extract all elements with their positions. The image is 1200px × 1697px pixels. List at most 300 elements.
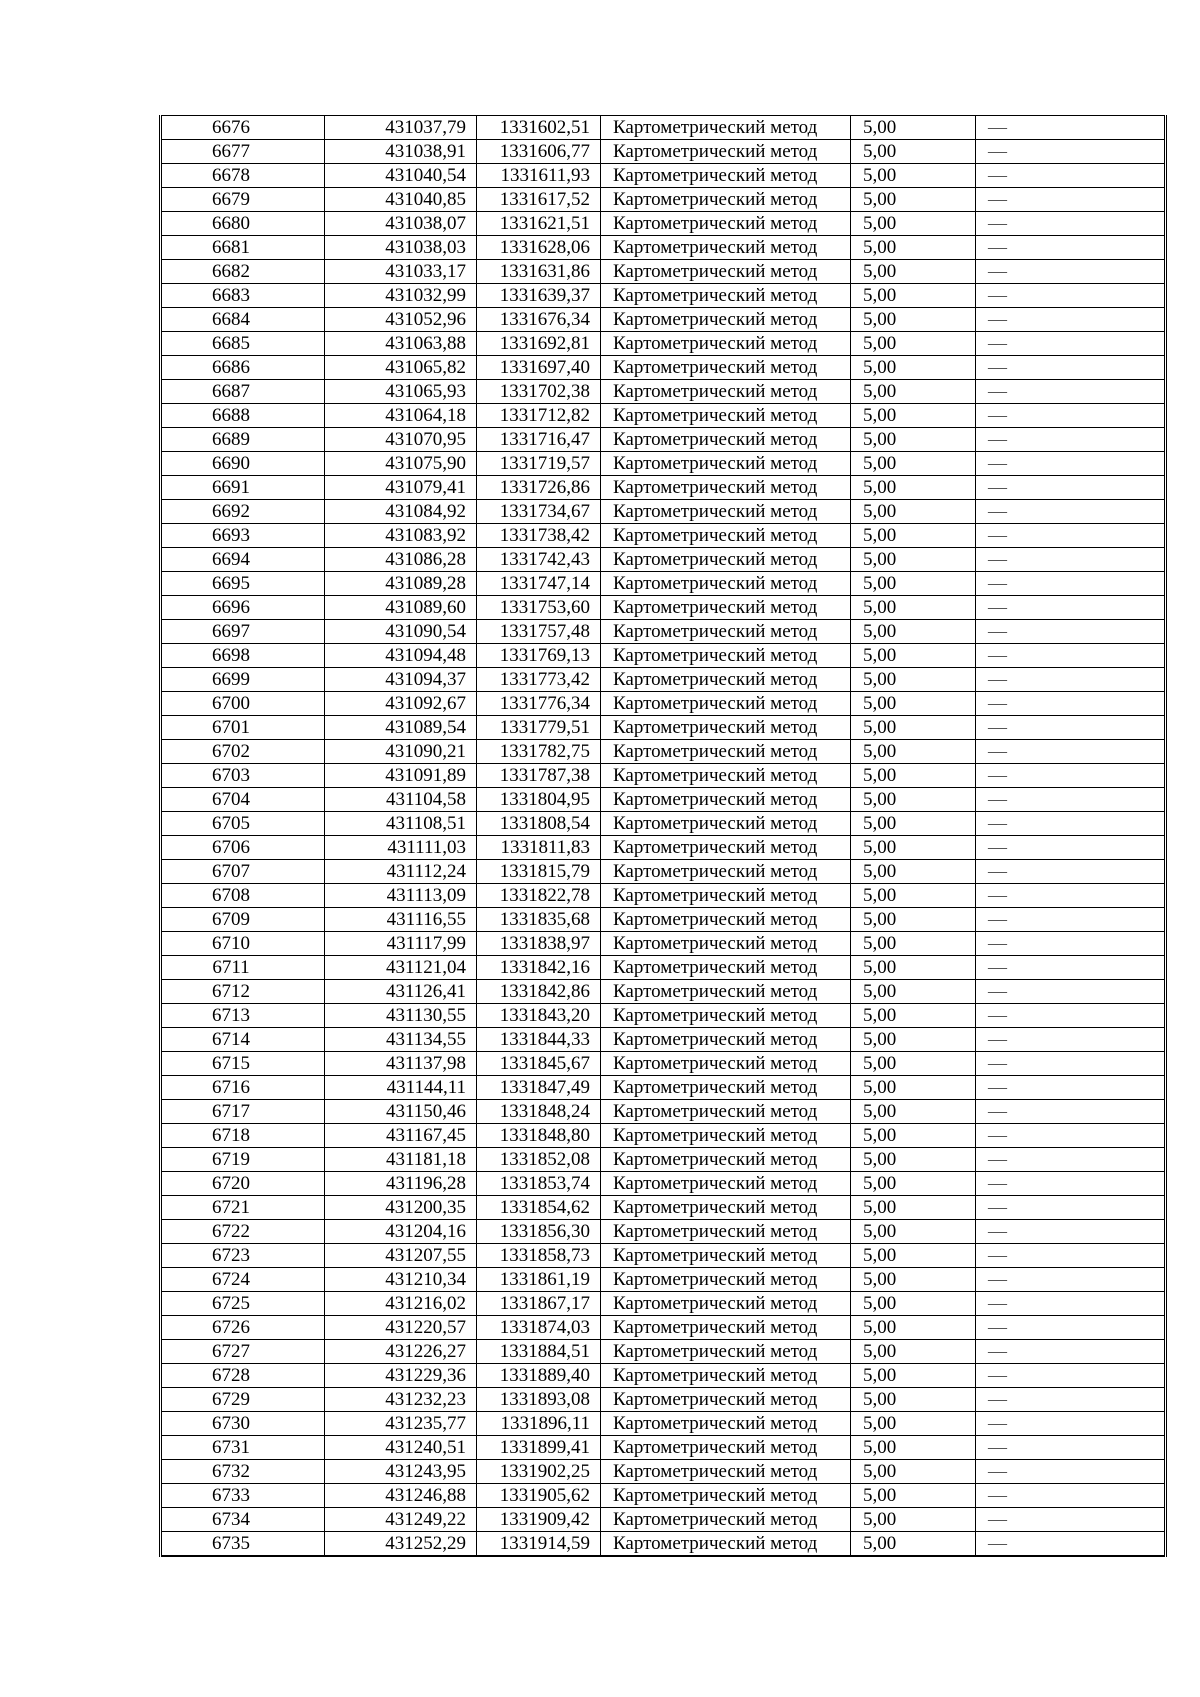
accuracy-cell: 5,00	[851, 1412, 976, 1436]
table-row	[161, 1388, 1166, 1412]
accuracy-cell: 5,00	[851, 956, 976, 980]
point-number-cell: 6689	[161, 428, 325, 452]
method-cell: Картометрический метод	[601, 740, 851, 764]
method-cell: Картометрический метод	[601, 1484, 851, 1508]
point-number-cell: 6717	[161, 1100, 325, 1124]
y-coordinate-cell: 1331902,25	[477, 1460, 601, 1484]
y-coordinate-cell: 1331874,03	[477, 1316, 601, 1340]
point-number-cell: 6677	[161, 140, 325, 164]
table-row	[161, 452, 1166, 476]
point-number-cell: 6711	[161, 956, 325, 980]
x-coordinate-cell: 431094,48	[325, 644, 477, 668]
table-row	[161, 1148, 1166, 1172]
table-row	[161, 380, 1166, 404]
y-coordinate-cell: 1331835,68	[477, 908, 601, 932]
method-cell: Картометрический метод	[601, 524, 851, 548]
table-row	[161, 1004, 1166, 1028]
method-cell: Картометрический метод	[601, 1028, 851, 1052]
note-cell: —	[976, 860, 1166, 884]
note-cell: —	[976, 932, 1166, 956]
accuracy-cell: 5,00	[851, 380, 976, 404]
point-number-cell: 6679	[161, 188, 325, 212]
x-coordinate-cell: 431075,90	[325, 452, 477, 476]
x-coordinate-cell: 431040,54	[325, 164, 477, 188]
accuracy-cell: 5,00	[851, 980, 976, 1004]
x-coordinate-cell: 431038,07	[325, 212, 477, 236]
y-coordinate-cell: 1331639,37	[477, 284, 601, 308]
point-number-cell: 6701	[161, 716, 325, 740]
accuracy-cell: 5,00	[851, 1100, 976, 1124]
y-coordinate-cell: 1331848,24	[477, 1100, 601, 1124]
accuracy-cell: 5,00	[851, 548, 976, 572]
table-row	[161, 284, 1166, 308]
method-cell: Картометрический метод	[601, 1292, 851, 1316]
note-cell: —	[976, 1292, 1166, 1316]
y-coordinate-cell: 1331808,54	[477, 812, 601, 836]
note-cell: —	[976, 1196, 1166, 1220]
table-row	[161, 1268, 1166, 1292]
note-cell: —	[976, 884, 1166, 908]
note-cell: —	[976, 116, 1166, 140]
note-cell: —	[976, 188, 1166, 212]
point-number-cell: 6678	[161, 164, 325, 188]
accuracy-cell: 5,00	[851, 1220, 976, 1244]
note-cell: —	[976, 1220, 1166, 1244]
y-coordinate-cell: 1331697,40	[477, 356, 601, 380]
y-coordinate-cell: 1331867,17	[477, 1292, 601, 1316]
accuracy-cell: 5,00	[851, 500, 976, 524]
y-coordinate-cell: 1331738,42	[477, 524, 601, 548]
point-number-cell: 6716	[161, 1076, 325, 1100]
note-cell: —	[976, 1100, 1166, 1124]
table-row	[161, 956, 1166, 980]
method-cell: Картометрический метод	[601, 1004, 851, 1028]
y-coordinate-cell: 1331909,42	[477, 1508, 601, 1532]
point-number-cell: 6684	[161, 308, 325, 332]
note-cell: —	[976, 1028, 1166, 1052]
method-cell: Картометрический метод	[601, 188, 851, 212]
y-coordinate-cell: 1331853,74	[477, 1172, 601, 1196]
note-cell: —	[976, 644, 1166, 668]
point-number-cell: 6723	[161, 1244, 325, 1268]
point-number-cell: 6725	[161, 1292, 325, 1316]
note-cell: —	[976, 740, 1166, 764]
y-coordinate-cell: 1331889,40	[477, 1364, 601, 1388]
x-coordinate-cell: 431064,18	[325, 404, 477, 428]
x-coordinate-cell: 431070,95	[325, 428, 477, 452]
method-cell: Картометрический метод	[601, 668, 851, 692]
y-coordinate-cell: 1331893,08	[477, 1388, 601, 1412]
y-coordinate-cell: 1331842,86	[477, 980, 601, 1004]
method-cell: Картометрический метод	[601, 428, 851, 452]
method-cell: Картометрический метод	[601, 1460, 851, 1484]
table-row	[161, 1196, 1166, 1220]
note-cell: —	[976, 1364, 1166, 1388]
table-row	[161, 1172, 1166, 1196]
point-number-cell: 6706	[161, 836, 325, 860]
x-coordinate-cell: 431094,37	[325, 668, 477, 692]
table-row	[161, 836, 1166, 860]
accuracy-cell: 5,00	[851, 668, 976, 692]
accuracy-cell: 5,00	[851, 308, 976, 332]
x-coordinate-cell: 431200,35	[325, 1196, 477, 1220]
x-coordinate-cell: 431229,36	[325, 1364, 477, 1388]
y-coordinate-cell: 1331611,93	[477, 164, 601, 188]
point-number-cell: 6695	[161, 572, 325, 596]
accuracy-cell: 5,00	[851, 1028, 976, 1052]
note-cell: —	[976, 836, 1166, 860]
method-cell: Картометрический метод	[601, 1172, 851, 1196]
accuracy-cell: 5,00	[851, 260, 976, 284]
method-cell: Картометрический метод	[601, 164, 851, 188]
accuracy-cell: 5,00	[851, 836, 976, 860]
table-row	[161, 1412, 1166, 1436]
accuracy-cell: 5,00	[851, 524, 976, 548]
y-coordinate-cell: 1331779,51	[477, 716, 601, 740]
note-cell: —	[976, 332, 1166, 356]
method-cell: Картометрический метод	[601, 1532, 851, 1557]
note-cell: —	[976, 1076, 1166, 1100]
accuracy-cell: 5,00	[851, 1244, 976, 1268]
note-cell: —	[976, 284, 1166, 308]
table-row	[161, 356, 1166, 380]
note-cell: —	[976, 788, 1166, 812]
accuracy-cell: 5,00	[851, 1148, 976, 1172]
accuracy-cell: 5,00	[851, 404, 976, 428]
accuracy-cell: 5,00	[851, 164, 976, 188]
y-coordinate-cell: 1331757,48	[477, 620, 601, 644]
y-coordinate-cell: 1331845,67	[477, 1052, 601, 1076]
method-cell: Картометрический метод	[601, 788, 851, 812]
x-coordinate-cell: 431134,55	[325, 1028, 477, 1052]
point-number-cell: 6718	[161, 1124, 325, 1148]
method-cell: Картометрический метод	[601, 236, 851, 260]
note-cell: —	[976, 1148, 1166, 1172]
point-number-cell: 6707	[161, 860, 325, 884]
method-cell: Картометрический метод	[601, 1436, 851, 1460]
y-coordinate-cell: 1331896,11	[477, 1412, 601, 1436]
y-coordinate-cell: 1331702,38	[477, 380, 601, 404]
method-cell: Картометрический метод	[601, 548, 851, 572]
note-cell: —	[976, 596, 1166, 620]
table-row	[161, 620, 1166, 644]
note-cell: —	[976, 1244, 1166, 1268]
point-number-cell: 6699	[161, 668, 325, 692]
table-row	[161, 164, 1166, 188]
point-number-cell: 6687	[161, 380, 325, 404]
method-cell: Картометрический метод	[601, 860, 851, 884]
x-coordinate-cell: 431181,18	[325, 1148, 477, 1172]
point-number-cell: 6720	[161, 1172, 325, 1196]
note-cell: —	[976, 1484, 1166, 1508]
point-number-cell: 6726	[161, 1316, 325, 1340]
point-number-cell: 6688	[161, 404, 325, 428]
method-cell: Картометрический метод	[601, 980, 851, 1004]
method-cell: Картометрический метод	[601, 1268, 851, 1292]
method-cell: Картометрический метод	[601, 1052, 851, 1076]
table-row	[161, 764, 1166, 788]
note-cell: —	[976, 140, 1166, 164]
table-row	[161, 1484, 1166, 1508]
accuracy-cell: 5,00	[851, 1292, 976, 1316]
table-row	[161, 260, 1166, 284]
accuracy-cell: 5,00	[851, 212, 976, 236]
note-cell: —	[976, 548, 1166, 572]
accuracy-cell: 5,00	[851, 1436, 976, 1460]
point-number-cell: 6693	[161, 524, 325, 548]
method-cell: Картометрический метод	[601, 308, 851, 332]
x-coordinate-cell: 431086,28	[325, 548, 477, 572]
table-row	[161, 140, 1166, 164]
point-number-cell: 6704	[161, 788, 325, 812]
y-coordinate-cell: 1331847,49	[477, 1076, 601, 1100]
accuracy-cell: 5,00	[851, 1340, 976, 1364]
method-cell: Картометрический метод	[601, 692, 851, 716]
note-cell: —	[976, 260, 1166, 284]
accuracy-cell: 5,00	[851, 644, 976, 668]
method-cell: Картометрический метод	[601, 1340, 851, 1364]
x-coordinate-cell: 431240,51	[325, 1436, 477, 1460]
accuracy-cell: 5,00	[851, 1388, 976, 1412]
method-cell: Картометрический метод	[601, 140, 851, 164]
x-coordinate-cell: 431090,54	[325, 620, 477, 644]
y-coordinate-cell: 1331914,59	[477, 1532, 601, 1557]
table-row	[161, 1508, 1166, 1532]
note-cell: —	[976, 404, 1166, 428]
accuracy-cell: 5,00	[851, 596, 976, 620]
accuracy-cell: 5,00	[851, 812, 976, 836]
table-row	[161, 884, 1166, 908]
note-cell: —	[976, 1004, 1166, 1028]
point-number-cell: 6715	[161, 1052, 325, 1076]
y-coordinate-cell: 1331905,62	[477, 1484, 601, 1508]
point-number-cell: 6676	[161, 116, 325, 140]
table-row	[161, 1076, 1166, 1100]
note-cell: —	[976, 428, 1166, 452]
accuracy-cell: 5,00	[851, 284, 976, 308]
accuracy-cell: 5,00	[851, 452, 976, 476]
table-row	[161, 1340, 1166, 1364]
note-cell: —	[976, 1316, 1166, 1340]
accuracy-cell: 5,00	[851, 332, 976, 356]
y-coordinate-cell: 1331676,34	[477, 308, 601, 332]
accuracy-cell: 5,00	[851, 740, 976, 764]
x-coordinate-cell: 431130,55	[325, 1004, 477, 1028]
accuracy-cell: 5,00	[851, 1364, 976, 1388]
table-row	[161, 716, 1166, 740]
x-coordinate-cell: 431226,27	[325, 1340, 477, 1364]
method-cell: Картометрический метод	[601, 572, 851, 596]
y-coordinate-cell: 1331852,08	[477, 1148, 601, 1172]
table-row	[161, 668, 1166, 692]
x-coordinate-cell: 431079,41	[325, 476, 477, 500]
method-cell: Картометрический метод	[601, 908, 851, 932]
accuracy-cell: 5,00	[851, 860, 976, 884]
accuracy-cell: 5,00	[851, 572, 976, 596]
point-number-cell: 6705	[161, 812, 325, 836]
x-coordinate-cell: 431249,22	[325, 1508, 477, 1532]
note-cell: —	[976, 452, 1166, 476]
point-number-cell: 6696	[161, 596, 325, 620]
table-row	[161, 1124, 1166, 1148]
y-coordinate-cell: 1331747,14	[477, 572, 601, 596]
note-cell: —	[976, 812, 1166, 836]
method-cell: Картометрический метод	[601, 1148, 851, 1172]
y-coordinate-cell: 1331884,51	[477, 1340, 601, 1364]
x-coordinate-cell: 431121,04	[325, 956, 477, 980]
x-coordinate-cell: 431232,23	[325, 1388, 477, 1412]
y-coordinate-cell: 1331782,75	[477, 740, 601, 764]
accuracy-cell: 5,00	[851, 476, 976, 500]
method-cell: Картометрический метод	[601, 1220, 851, 1244]
point-number-cell: 6692	[161, 500, 325, 524]
method-cell: Картометрический метод	[601, 644, 851, 668]
method-cell: Картометрический метод	[601, 476, 851, 500]
note-cell: —	[976, 380, 1166, 404]
method-cell: Картометрический метод	[601, 620, 851, 644]
point-number-cell: 6735	[161, 1532, 325, 1557]
method-cell: Картометрический метод	[601, 884, 851, 908]
x-coordinate-cell: 431033,17	[325, 260, 477, 284]
table-row	[161, 572, 1166, 596]
x-coordinate-cell: 431092,67	[325, 692, 477, 716]
accuracy-cell: 5,00	[851, 1268, 976, 1292]
table-row	[161, 788, 1166, 812]
table-row	[161, 548, 1166, 572]
table-row	[161, 644, 1166, 668]
x-coordinate-cell: 431207,55	[325, 1244, 477, 1268]
accuracy-cell: 5,00	[851, 1004, 976, 1028]
note-cell: —	[976, 1508, 1166, 1532]
table-row	[161, 428, 1166, 452]
y-coordinate-cell: 1331606,77	[477, 140, 601, 164]
point-number-cell: 6685	[161, 332, 325, 356]
table-row	[161, 596, 1166, 620]
note-cell: —	[976, 500, 1166, 524]
note-cell: —	[976, 356, 1166, 380]
x-coordinate-cell: 431137,98	[325, 1052, 477, 1076]
accuracy-cell: 5,00	[851, 116, 976, 140]
x-coordinate-cell: 431038,91	[325, 140, 477, 164]
table-row	[161, 500, 1166, 524]
x-coordinate-cell: 431204,16	[325, 1220, 477, 1244]
table-row	[161, 1532, 1166, 1557]
table-row	[161, 212, 1166, 236]
x-coordinate-cell: 431032,99	[325, 284, 477, 308]
point-number-cell: 6680	[161, 212, 325, 236]
note-cell: —	[976, 908, 1166, 932]
note-cell: —	[976, 1412, 1166, 1436]
note-cell: —	[976, 1460, 1166, 1484]
method-cell: Картометрический метод	[601, 260, 851, 284]
point-number-cell: 6733	[161, 1484, 325, 1508]
x-coordinate-cell: 431150,46	[325, 1100, 477, 1124]
note-cell: —	[976, 668, 1166, 692]
point-number-cell: 6712	[161, 980, 325, 1004]
table-row	[161, 908, 1166, 932]
point-number-cell: 6703	[161, 764, 325, 788]
accuracy-cell: 5,00	[851, 356, 976, 380]
y-coordinate-cell: 1331811,83	[477, 836, 601, 860]
y-coordinate-cell: 1331734,67	[477, 500, 601, 524]
x-coordinate-cell: 431116,55	[325, 908, 477, 932]
table-row	[161, 236, 1166, 260]
table-row	[161, 1292, 1166, 1316]
point-number-cell: 6691	[161, 476, 325, 500]
x-coordinate-cell: 431063,88	[325, 332, 477, 356]
point-number-cell: 6710	[161, 932, 325, 956]
table-row	[161, 1220, 1166, 1244]
x-coordinate-cell: 431113,09	[325, 884, 477, 908]
y-coordinate-cell: 1331804,95	[477, 788, 601, 812]
method-cell: Картометрический метод	[601, 1508, 851, 1532]
table-row	[161, 740, 1166, 764]
method-cell: Картометрический метод	[601, 452, 851, 476]
method-cell: Картометрический метод	[601, 404, 851, 428]
method-cell: Картометрический метод	[601, 1316, 851, 1340]
point-number-cell: 6714	[161, 1028, 325, 1052]
point-number-cell: 6730	[161, 1412, 325, 1436]
accuracy-cell: 5,00	[851, 1124, 976, 1148]
y-coordinate-cell: 1331628,06	[477, 236, 601, 260]
y-coordinate-cell: 1331692,81	[477, 332, 601, 356]
x-coordinate-cell: 431126,41	[325, 980, 477, 1004]
table-row	[161, 332, 1166, 356]
x-coordinate-cell: 431090,21	[325, 740, 477, 764]
y-coordinate-cell: 1331822,78	[477, 884, 601, 908]
note-cell: —	[976, 212, 1166, 236]
x-coordinate-cell: 431144,11	[325, 1076, 477, 1100]
y-coordinate-cell: 1331631,86	[477, 260, 601, 284]
point-number-cell: 6731	[161, 1436, 325, 1460]
note-cell: —	[976, 572, 1166, 596]
note-cell: —	[976, 716, 1166, 740]
note-cell: —	[976, 164, 1166, 188]
note-cell: —	[976, 476, 1166, 500]
point-number-cell: 6686	[161, 356, 325, 380]
x-coordinate-cell: 431091,89	[325, 764, 477, 788]
x-coordinate-cell: 431235,77	[325, 1412, 477, 1436]
table-row	[161, 1028, 1166, 1052]
method-cell: Картометрический метод	[601, 764, 851, 788]
point-number-cell: 6690	[161, 452, 325, 476]
method-cell: Картометрический метод	[601, 1388, 851, 1412]
point-number-cell: 6734	[161, 1508, 325, 1532]
point-number-cell: 6722	[161, 1220, 325, 1244]
method-cell: Картометрический метод	[601, 116, 851, 140]
table-row	[161, 1052, 1166, 1076]
point-number-cell: 6724	[161, 1268, 325, 1292]
x-coordinate-cell: 431246,88	[325, 1484, 477, 1508]
point-number-cell: 6729	[161, 1388, 325, 1412]
accuracy-cell: 5,00	[851, 764, 976, 788]
accuracy-cell: 5,00	[851, 932, 976, 956]
accuracy-cell: 5,00	[851, 140, 976, 164]
note-cell: —	[976, 308, 1166, 332]
method-cell: Картометрический метод	[601, 1244, 851, 1268]
y-coordinate-cell: 1331773,42	[477, 668, 601, 692]
table-row	[161, 308, 1166, 332]
accuracy-cell: 5,00	[851, 1196, 976, 1220]
table-row	[161, 476, 1166, 500]
table-row	[161, 812, 1166, 836]
y-coordinate-cell: 1331838,97	[477, 932, 601, 956]
point-number-cell: 6708	[161, 884, 325, 908]
method-cell: Картометрический метод	[601, 380, 851, 404]
note-cell: —	[976, 980, 1166, 1004]
note-cell: —	[976, 692, 1166, 716]
y-coordinate-cell: 1331815,79	[477, 860, 601, 884]
